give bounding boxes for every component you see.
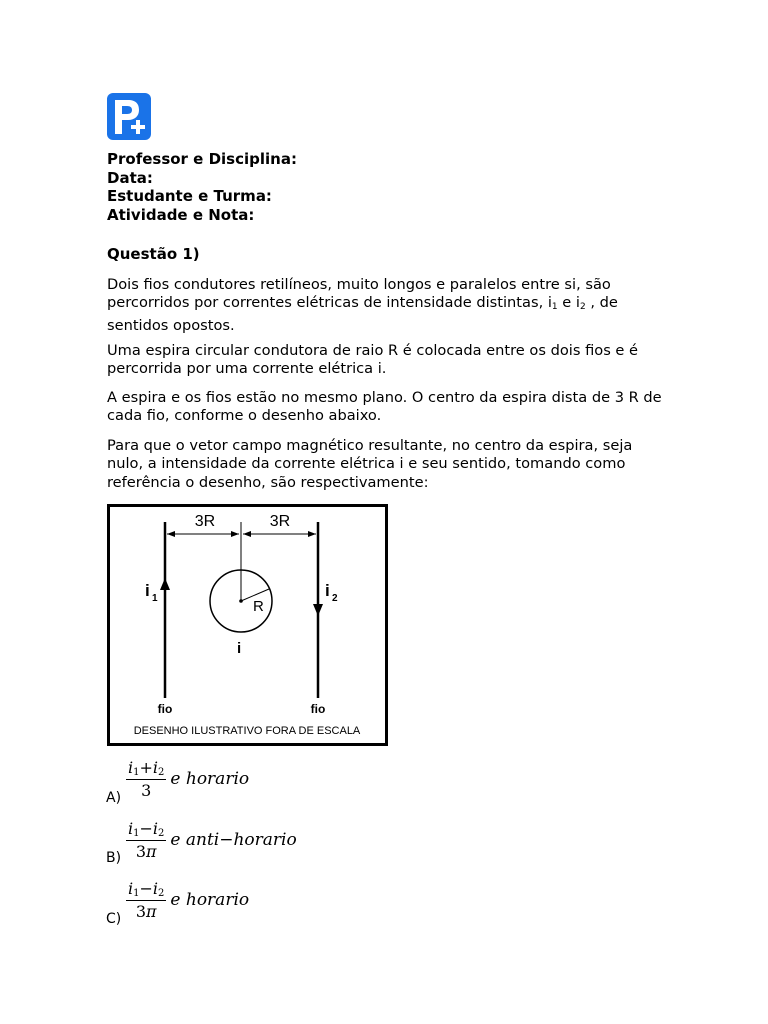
question-paragraph-4: Para que o vetor campo magnético resultante, no centro da espira, seja nulo, a intensidade da corrente elétrica i e seu sentido, tomando como referência o desenho, são respectivamente: [107,437,633,491]
option-b-formula: $\frac{i_1-i_2}{3\pi}$ e anti−horario [128,819,297,861]
wire-left-current-sub: 1 [152,593,158,604]
loop-current-label: i [237,640,242,657]
activity-label: Atividade e Nota: [107,205,255,224]
wire-right-name: fio [310,702,326,716]
dist-right-label: 3R [269,513,291,530]
option-c-formula: $\frac{i_1-i_2}{3\pi}$ e horario [128,879,250,921]
wire-left-current-label: i [145,581,150,600]
question-paragraph-1: Dois fios condutores retilíneos, muito longos e paralelos entre si, são percorridos por correntes elétricas de intensidade distintas, $i_1$ e $i_2$ , de sentidos opostos. [107,276,618,334]
wires-loop-diagram [107,504,388,746]
question-paragraph-3: A espira e os fios estão no mesmo plano. O centro da espira dista de 3 R de cada fio, conforme o desenho abaixo. [107,389,662,425]
wire-right-current-label: i [325,581,330,600]
date-label: Data: [107,168,153,187]
diagram-frame [109,506,387,745]
option-b-label: B) [106,850,122,866]
radius-label: R [253,598,264,615]
wire-right-current-sub: 2 [332,593,338,604]
student-label: Estudante e Turma: [107,187,272,205]
header-block [107,150,297,224]
option-a-formula: $\frac{i_1+i_2}{3}$ e horario [128,758,250,800]
option-a-label: A) [106,790,122,806]
option-c-label: C) [106,911,122,927]
question-title: Questão 1) [107,245,200,263]
professor-label: Professor e Disciplina: [107,150,297,168]
dist-left-label: 3R [194,513,216,530]
diagram-caption: DESENHO ILUSTRATIVO FORA DE ESCALA [133,725,361,737]
question-paragraph-2: Uma espira circular condutora de raio R é colocada entre os dois fios e é percorrida por uma corrente elétrica i. [107,342,639,378]
p-plus-logo-icon [107,93,151,140]
wire-left-name: fio [157,702,173,716]
